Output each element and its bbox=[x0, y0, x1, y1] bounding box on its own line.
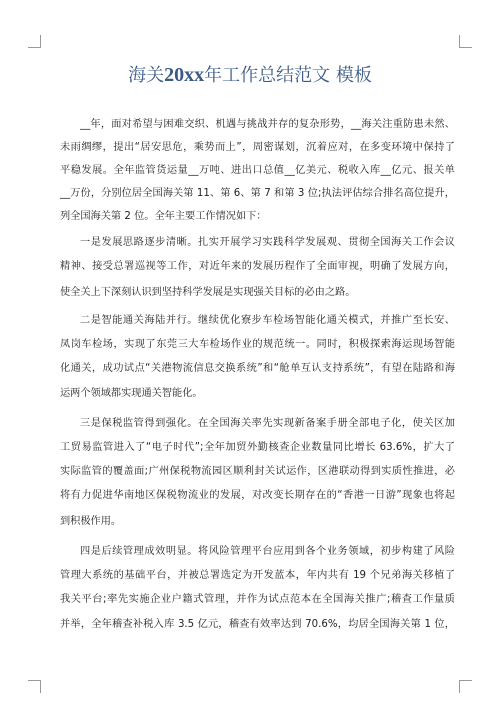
paragraph-line: 二是智能通关海陆并行。继续优化寮步车检场智能化通关模式，并推广至长安、 bbox=[80, 315, 455, 326]
crop-mark-bottom-right bbox=[459, 680, 472, 693]
paragraph-line: 三是保税监管得到强化。在全国海关率先实现新备案手册全部电子化，使关区加 bbox=[80, 418, 455, 429]
paragraph-line: 列全国海关第 2 位。全年主要工作情况如下： bbox=[60, 211, 267, 222]
paragraph-line: __万份，分别位居全国海关第 11、第 6、第 7 和第 3 位;执法评估综合排名高位提升， bbox=[60, 188, 455, 199]
paragraph-line: 并举，全年稽查补税入库 3.5 亿元，稽查有效率达到 70.6%，均居全国海关第 1 位， bbox=[60, 619, 455, 630]
paragraph-line: 平稳发展。全年监管货运量__万吨、进出口总值__亿美元、税收入库__亿元、报关单 bbox=[60, 165, 455, 176]
crop-mark-top-right bbox=[459, 35, 472, 48]
document-title bbox=[0, 62, 500, 89]
paragraph-line: 我关平台;率先实施企业户籍式管理，并作为试点范本在全国海关推广;稽查工作量质 bbox=[60, 594, 455, 605]
paragraph-line: 管理大系统的基础平台，并被总署选定为开发蓝本，年内共有 19 个兄弟海关移植了 bbox=[60, 570, 455, 581]
paragraph-line: 将有力促进华南地区保税物流业的发展，对改变长期存在的“香港一日游”现象也将起 bbox=[60, 490, 455, 501]
title-prefix: 海关 bbox=[128, 65, 165, 86]
paragraph-line: 未雨绸缪，提出“居安思危，乘势而上”，周密谋划，沉着应对，在多变环境中保持了 bbox=[60, 142, 455, 153]
paragraph-line: 使全关上下深刻认识到坚持科学发展是实现强关目标的必由之路。 bbox=[60, 287, 356, 298]
title-suffix: 年工作总结范文 模板 bbox=[204, 65, 372, 86]
paragraph-line: 四是后续管理成效明显。将风险管理平台应用到各个业务领域，初步构建了风险 bbox=[80, 546, 455, 557]
title-year: 20xx bbox=[164, 64, 205, 86]
crop-mark-top-left bbox=[28, 35, 41, 48]
crop-mark-bottom-left bbox=[28, 680, 41, 693]
paragraph-line: 到积极作用。 bbox=[60, 516, 122, 527]
paragraph-line: 凤岗车检场，实现了东莞三大车检场作业的规范统一。同时，积极探索海运现场智能 bbox=[60, 339, 455, 350]
paragraph-line: __年，面对希望与困难交织、机遇与挑战并存的复杂形势，__海关注重防患未然、 bbox=[80, 119, 455, 130]
paragraph-line: 实际监管的覆盖面;广州保税物流园区顺利封关试运作，区港联动得到实质性推进，必 bbox=[60, 466, 455, 477]
paragraph-line: 精神、接受总署巡视等工作，对近年来的发展历程作了全面审视，明确了发展方向， bbox=[60, 261, 455, 272]
paragraph-line: 一是发展思路逐步清晰。扎实开展学习实践科学发展观、贯彻全国海关工作会议 bbox=[80, 237, 455, 248]
paragraph-line: 运两个领域都实现通关智能化。 bbox=[60, 388, 203, 399]
paragraph-line: 工贸易监管进入了“电子时代”;全年加贸外勤核查企业数量同比增长 63.6%，扩大了 bbox=[60, 442, 455, 453]
paragraph-line: 化通关，成功试点“关港物流信息交换系统”和“舱单互认支持系统”，有望在陆路和海 bbox=[60, 363, 455, 374]
